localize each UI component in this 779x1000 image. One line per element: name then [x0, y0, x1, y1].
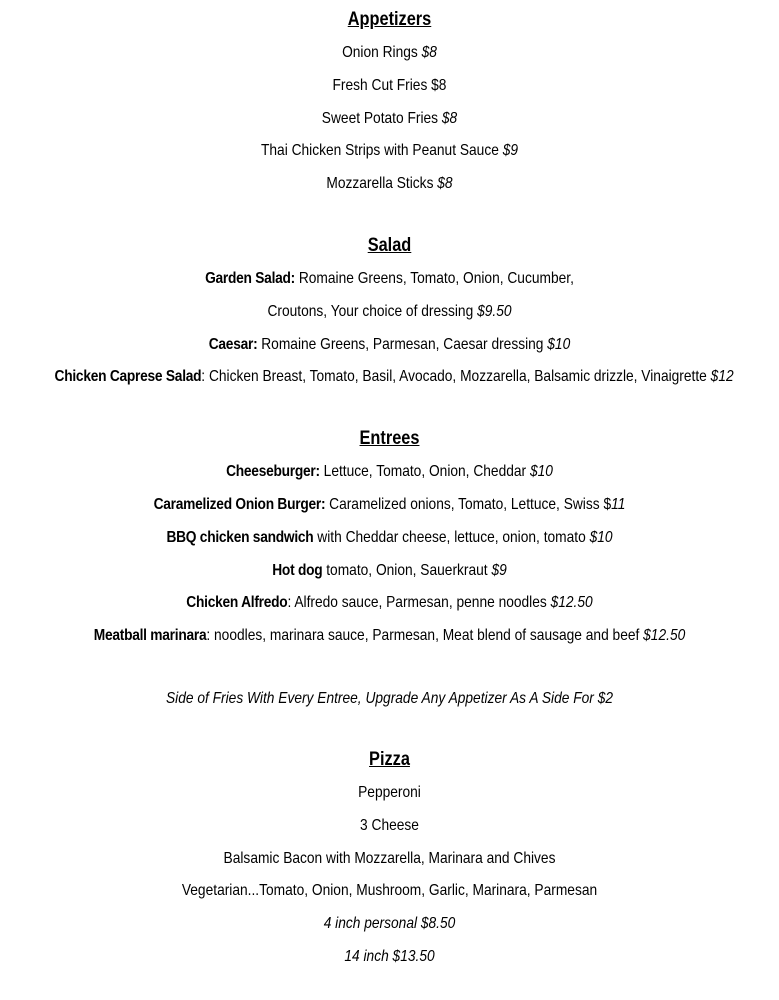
menu-item	[55, 168, 725, 201]
item-name: Chicken Caprese Salad	[54, 368, 202, 386]
sides-note: Side of Fries With Every Entree, Upgrade Any Appetizer As A Side For $2	[165, 689, 614, 707]
menu-item	[55, 456, 725, 489]
menu-item	[55, 329, 725, 362]
item-name: Chicken Alfredo	[186, 594, 288, 612]
menu-item	[55, 263, 725, 296]
appetizers-section	[0, 5, 779, 201]
item-price: $12.50	[550, 594, 593, 612]
pizza-item: Balsamic Bacon with Mozzarella, Marinara and Chives	[223, 849, 556, 867]
item-name: Onion Rings	[342, 44, 418, 61]
item-name: Mozzarella Sticks	[326, 175, 434, 193]
menu-item	[55, 70, 725, 103]
menu-item	[54, 361, 734, 394]
item-price: $10	[529, 463, 553, 481]
menu-item	[55, 620, 725, 653]
item-description: : Chicken Breast, Tomato, Basil, Avocado, Mozzarella, Balsamic drizzle, Vinaigrette	[201, 368, 707, 386]
item-price: $8	[437, 175, 453, 193]
appetizers-heading: Appetizers	[347, 9, 432, 30]
item-price: $10	[589, 528, 613, 546]
item-description: tomato, Onion, Sauerkraut	[322, 561, 488, 579]
item-description: Croutons, Your choice of dressing	[267, 302, 474, 320]
item-price: $12.50	[643, 627, 686, 645]
item-price: $10	[547, 335, 571, 353]
entrees-section	[0, 424, 779, 653]
menu-item	[55, 587, 725, 620]
item-price: $12	[710, 368, 734, 386]
menu-item	[55, 489, 725, 522]
item-name: Garden Salad:	[205, 269, 296, 287]
item-name: Cheeseburger:	[226, 463, 320, 481]
item-description: with Cheddar cheese, lettuce, onion, tomato	[313, 528, 586, 546]
menu-item	[55, 103, 725, 136]
menu-item	[55, 555, 725, 588]
item-description: Lettuce, Tomato, Onion, Cheddar	[319, 463, 527, 481]
salad-section	[0, 231, 779, 394]
menu-item	[55, 37, 725, 70]
menu-item	[55, 135, 725, 168]
item-description: Caramelized onions, Tomato, Lettuce, Swiss $	[325, 495, 612, 513]
pizza-section	[0, 745, 779, 974]
pizza-item: 3 Cheese	[360, 816, 419, 834]
salad-heading: Salad	[367, 234, 412, 256]
item-price: 11	[611, 495, 626, 513]
item-name: BBQ chicken sandwich	[166, 528, 314, 546]
pizza-heading: Pizza	[369, 748, 410, 770]
item-name: Meatball marinara	[93, 627, 207, 645]
item-name: Fresh Cut Fries $8	[332, 76, 447, 94]
item-price: $9.50	[477, 302, 512, 320]
item-description: Romaine Greens, Tomato, Onion, Cucumber,	[295, 269, 574, 287]
pizza-size-price: 14 inch $13.50	[344, 947, 435, 965]
item-name: Sweet Potato Fries	[321, 109, 439, 127]
item-price: $8	[441, 109, 458, 127]
item-name: Thai Chicken Strips with Peanut Sauce	[260, 142, 499, 160]
menu-item	[55, 522, 725, 555]
item-name: Hot dog	[272, 561, 323, 579]
item-price: $9	[491, 561, 507, 579]
item-price: $9	[502, 142, 519, 160]
menu-item-continued	[55, 296, 725, 329]
item-description: : Alfredo sauce, Parmesan, penne noodles	[287, 594, 547, 612]
entrees-heading: Entrees	[359, 428, 420, 450]
item-description: : noodles, marinara sauce, Parmesan, Meat blend of sausage and beef	[206, 627, 640, 645]
item-price: $8	[421, 44, 437, 61]
pizza-item: Vegetarian...Tomato, Onion, Mushroom, Garlic, Marinara, Parmesan	[181, 882, 598, 900]
item-name: Caesar:	[208, 335, 258, 353]
item-name: Caramelized Onion Burger:	[153, 495, 326, 513]
item-description: Romaine Greens, Parmesan, Caesar dressing	[257, 335, 544, 353]
pizza-item: Pepperoni	[358, 783, 421, 801]
pizza-size-price: 4 inch personal $8.50	[323, 915, 456, 933]
